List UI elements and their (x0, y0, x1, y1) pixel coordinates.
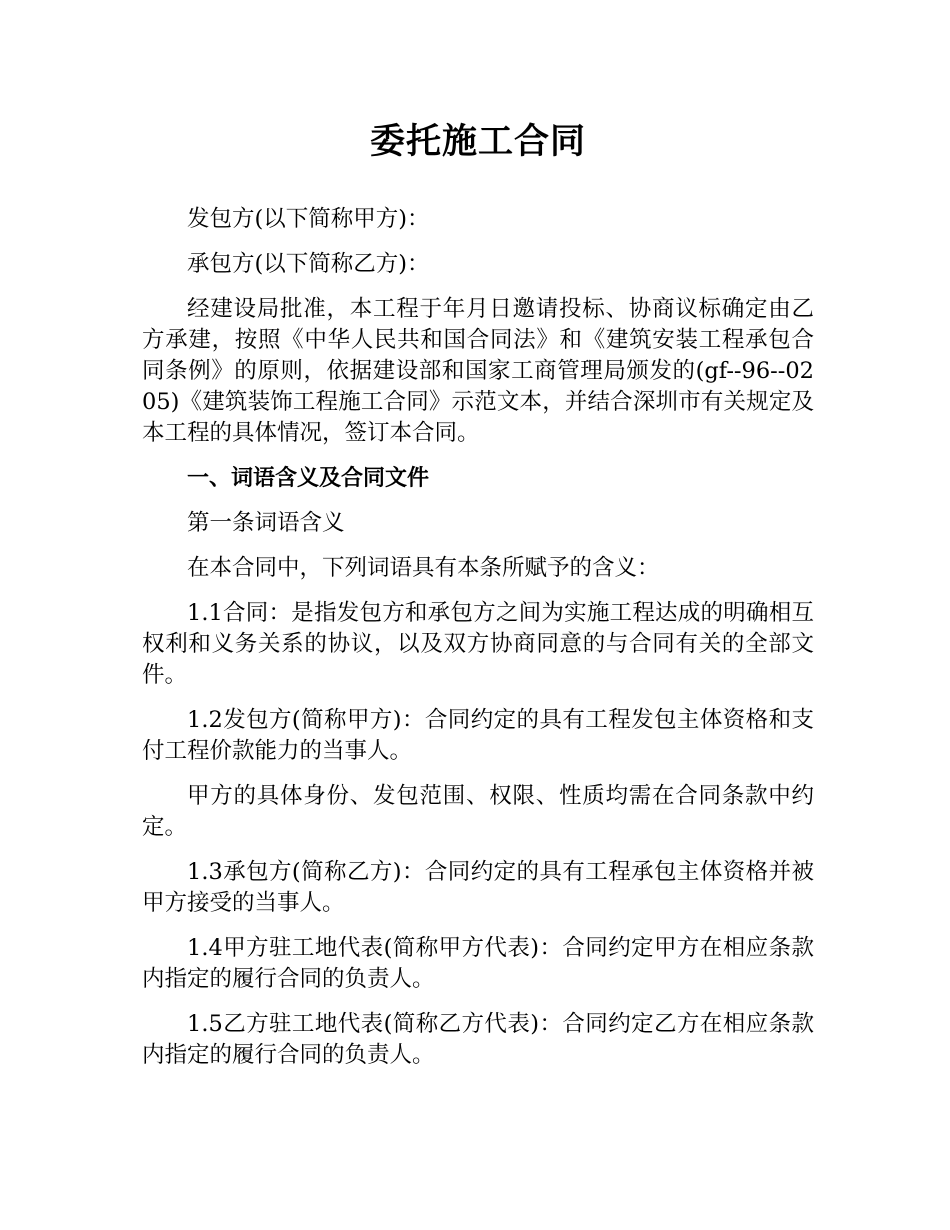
clause-1-4: 1.4甲方驻工地代表(简称甲方代表)：合同约定甲方在相应条款内指定的履行合同的负责人。 (142, 935, 814, 992)
clause-1-5: 1.5乙方驻工地代表(简称乙方代表)：合同约定乙方在相应条款内指定的履行合同的负责人。 (142, 1011, 814, 1068)
article-1-title: 第一条词语含义 (187, 510, 345, 536)
party-a-line: 发包方(以下简称甲方)： (187, 206, 430, 232)
party-b-line: 承包方(以下简称乙方)： (187, 251, 430, 277)
document-page (142, 0, 814, 1071)
preamble-paragraph: 经建设局批准，本工程于年月日邀请投标、协商议标确定由乙方承建，按照《中华人民共和国合同法》和《建筑安装工程承包合同条例》的原则，依据建设部和国家工商管理局颁发的(gf--96--0205)《建筑装饰工程施工合同》示范文本，并结合深圳市有关规定及本工程的具体情况，签订本合同。 (142, 296, 814, 446)
clause-1-2: 1.2发包方(简称甲方)：合同约定的具有工程发包主体资格和支付工程价款能力的当事人。 (142, 707, 814, 764)
clause-1-3: 1.3承包方(简称乙方)：合同约定的具有工程承包主体资格并被甲方接受的当事人。 (142, 859, 814, 916)
section-heading-definitions: 一、词语含义及合同文件 (187, 466, 430, 491)
clause-1-1: 1.1合同：是指发包方和承包方之间为实施工程达成的明确相互权利和义务关系的协议，以及双方协商同意的与合同有关的全部文件。 (142, 600, 814, 688)
article-1-intro: 在本合同中，下列词语具有本条所赋予的含义： (187, 555, 660, 581)
clause-1-2-note: 甲方的具体身份、发包范围、权限、性质均需在合同条款中约定。 (142, 783, 814, 840)
document-title: 委托施工合同 (369, 122, 586, 162)
